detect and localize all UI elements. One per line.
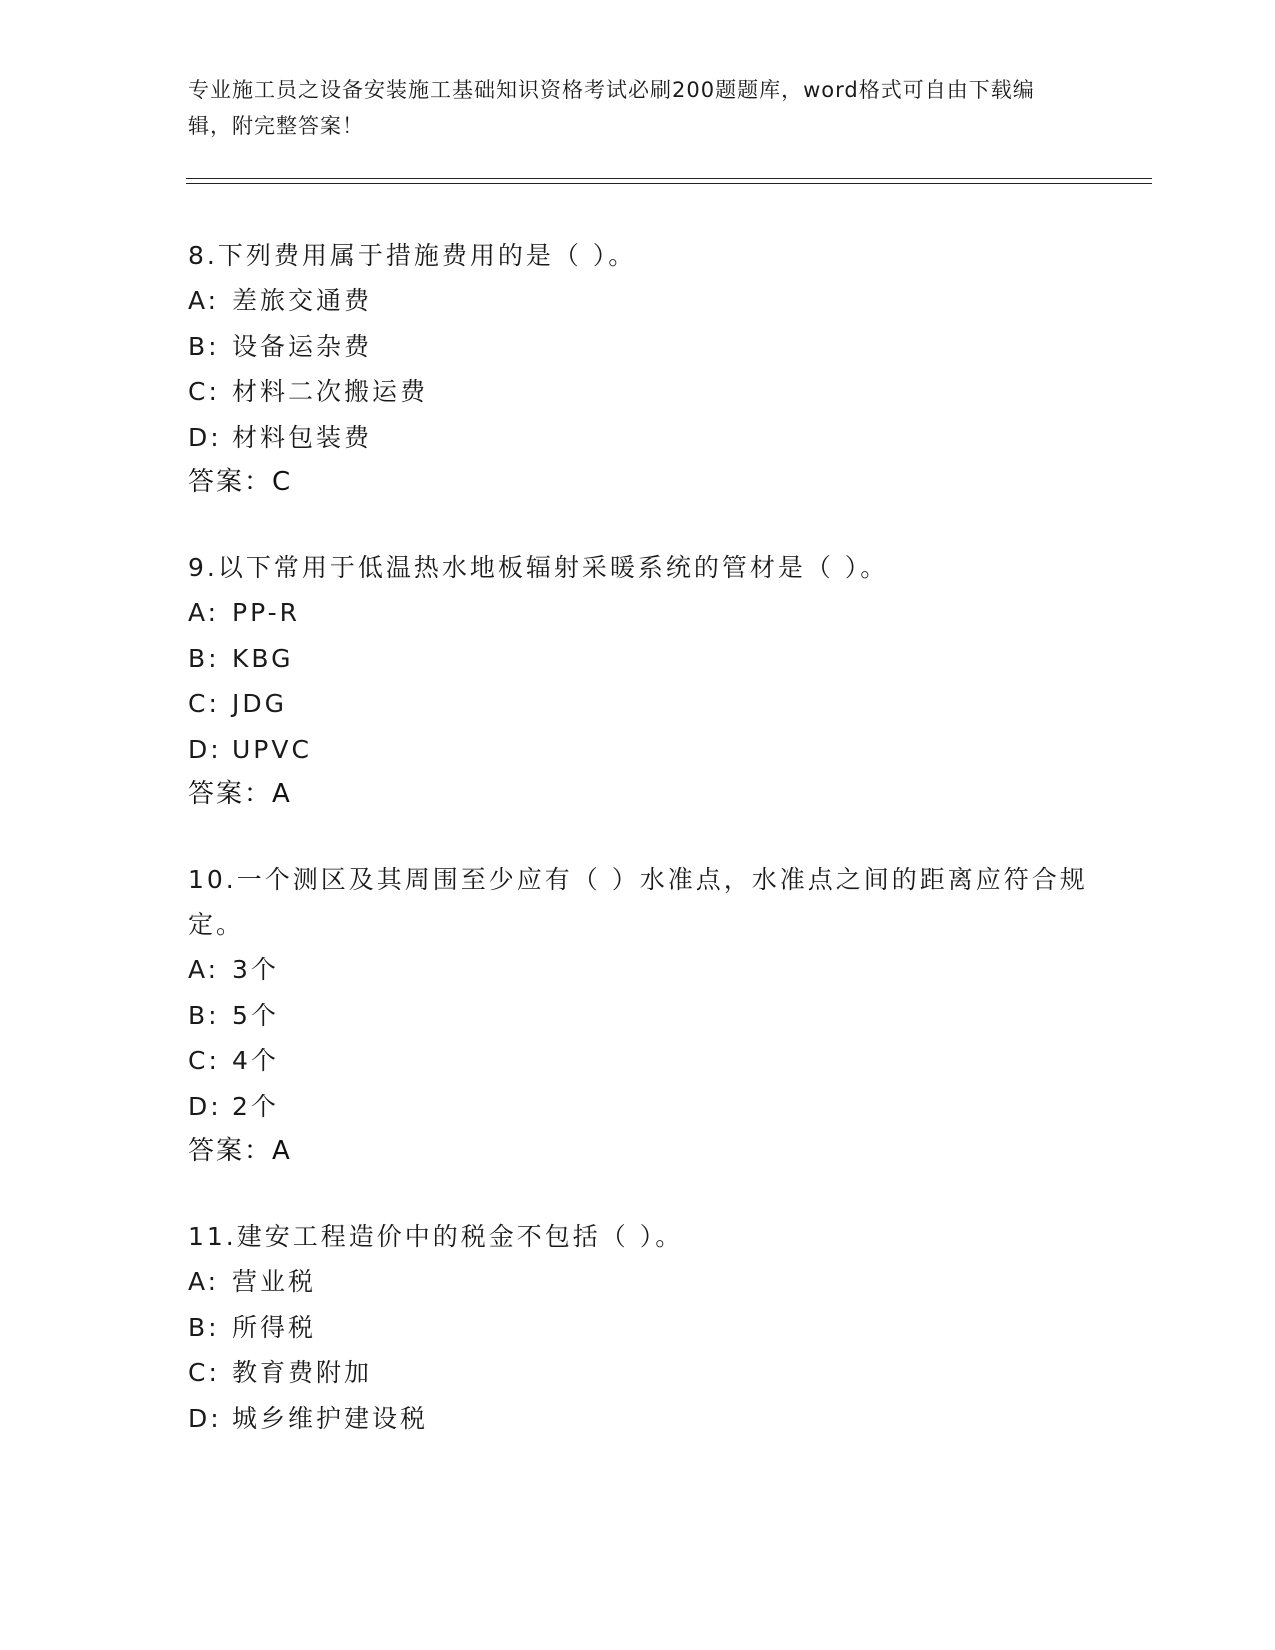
option-a bbox=[188, 278, 1088, 324]
option-b bbox=[188, 636, 1088, 682]
option-a bbox=[188, 1259, 1088, 1305]
document-header bbox=[188, 72, 1068, 144]
option-letter: D: bbox=[188, 1091, 222, 1121]
answer-text: 答案：A bbox=[188, 1136, 292, 1166]
option-c bbox=[188, 681, 1088, 727]
option-text: 材料包装费 bbox=[232, 422, 373, 452]
option-letter: C: bbox=[188, 377, 220, 406]
question-10 bbox=[188, 857, 1088, 1174]
option-c bbox=[188, 369, 1088, 415]
option-text: 4个 bbox=[232, 1046, 279, 1075]
option-d bbox=[188, 415, 1088, 461]
option-letter: A: bbox=[188, 286, 220, 315]
option-d bbox=[188, 1084, 1088, 1130]
option-b bbox=[188, 993, 1088, 1039]
option-a bbox=[188, 947, 1088, 993]
question-text: 9.以下常用于低温热水地板辐射采暖系统的管材是（ ）。 bbox=[188, 553, 889, 582]
option-letter: B: bbox=[188, 331, 220, 361]
question-text: 8.下列费用属于措施费用的是（ ）。 bbox=[188, 241, 637, 270]
option-d bbox=[188, 727, 1088, 773]
option-letter: A: bbox=[188, 1267, 220, 1296]
option-text: 5个 bbox=[232, 1000, 279, 1030]
option-letter: B: bbox=[188, 1000, 220, 1030]
header-divider-bottom bbox=[186, 183, 1152, 184]
option-letter: C: bbox=[188, 1046, 220, 1075]
option-b bbox=[188, 324, 1088, 370]
answer-text: 答案：A bbox=[188, 779, 292, 809]
option-text: 所得税 bbox=[232, 1312, 317, 1342]
option-text: 教育费附加 bbox=[232, 1358, 373, 1387]
option-c bbox=[188, 1038, 1088, 1084]
option-a bbox=[188, 590, 1088, 636]
option-letter: D: bbox=[188, 734, 222, 764]
option-letter: A: bbox=[188, 955, 220, 984]
question-11 bbox=[188, 1214, 1088, 1441]
option-text: 差旅交通费 bbox=[232, 286, 373, 315]
option-text: KBG bbox=[232, 643, 294, 673]
header-divider-top bbox=[186, 178, 1152, 179]
option-letter: C: bbox=[188, 689, 220, 718]
option-text: UPVC bbox=[232, 734, 312, 764]
option-text: 3个 bbox=[232, 955, 279, 984]
option-b bbox=[188, 1305, 1088, 1351]
question-9 bbox=[188, 545, 1088, 817]
question-8 bbox=[188, 233, 1088, 505]
option-text: JDG bbox=[232, 689, 287, 718]
option-text: 营业税 bbox=[232, 1267, 317, 1296]
question-text: 10.一个测区及其周围至少应有（ ）水准点，水准点之间的距离应符合规定。 bbox=[188, 865, 1088, 939]
option-letter: D: bbox=[188, 1403, 222, 1433]
answer-text: 答案：C bbox=[188, 467, 293, 497]
header-text: 专业施工员之设备安装施工基础知识资格考试必刷200题题库，word格式可自由下载编辑，附完整答案！ bbox=[188, 78, 1035, 138]
option-text: 城乡维护建设税 bbox=[232, 1403, 429, 1433]
option-d bbox=[188, 1396, 1088, 1442]
option-text: 2个 bbox=[232, 1091, 279, 1121]
option-letter: A: bbox=[188, 598, 220, 627]
option-letter: B: bbox=[188, 643, 220, 673]
option-text: 设备运杂费 bbox=[232, 331, 373, 361]
question-text: 11.建安工程造价中的税金不包括（ ）。 bbox=[188, 1222, 684, 1251]
question-list bbox=[188, 233, 1088, 1481]
option-letter: B: bbox=[188, 1312, 220, 1342]
option-letter: C: bbox=[188, 1358, 220, 1387]
option-text: PP-R bbox=[232, 598, 300, 627]
option-letter: D: bbox=[188, 422, 222, 452]
option-text: 材料二次搬运费 bbox=[232, 377, 429, 406]
option-c bbox=[188, 1350, 1088, 1396]
